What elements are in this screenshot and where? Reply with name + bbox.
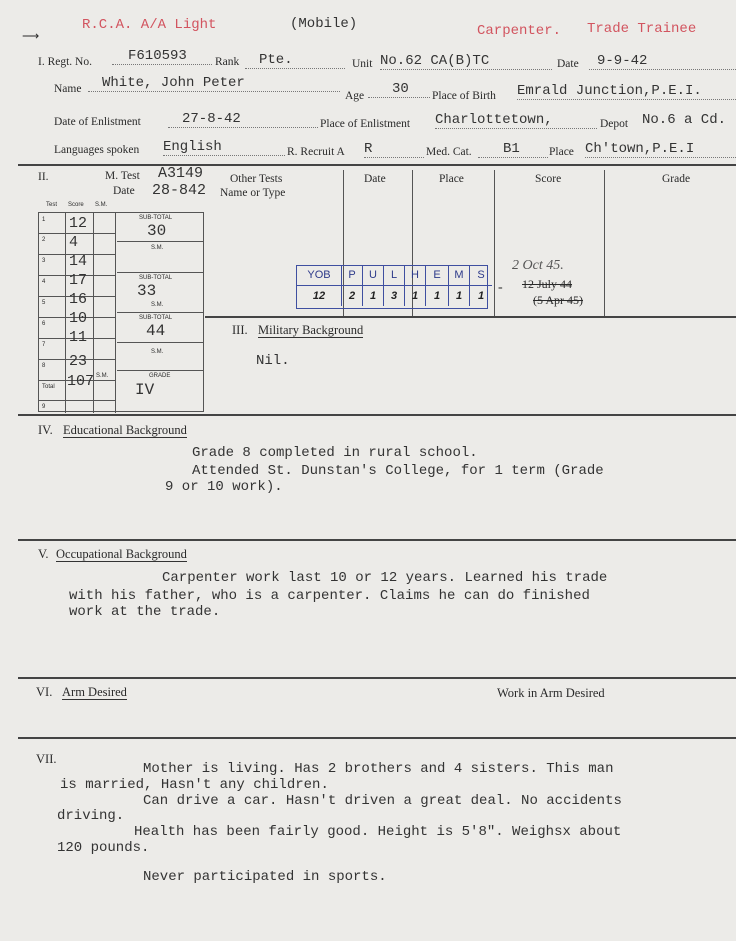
work-in-arm-label: Work in Arm Desired [497,686,605,700]
sm-label: S.M. [96,373,109,379]
mtest-date-value: 28-842 [152,182,207,199]
subtotal-label: SUB-TOTAL [139,275,173,281]
section-4-number: IV. [38,423,53,437]
rank-label: Rank [215,56,240,68]
mtest-label: M. Test [105,170,140,182]
unit-value: No.62 CA(B)TC [380,54,552,70]
col-grade: Grade [662,173,691,185]
grade-value: IV [135,381,155,399]
section-3-title: Military Background [258,323,364,337]
section-2-number: II. [38,171,49,183]
subtotal-2: 33 [137,282,157,300]
place-value: Ch'town,P.E.I [585,142,736,158]
mtest-date-label: Date [113,185,135,197]
unit-note: R.C.A. A/A Light [82,17,217,33]
divider [18,737,736,739]
col-place: Place [439,173,464,185]
divider [205,316,736,318]
dash: - [498,280,503,295]
text-line: Attended St. Dunstan's College, for 1 term (Grade [192,463,604,479]
test-score: 10 [69,310,88,327]
text-line: 9 or 10 work). [165,479,283,495]
date-value: 9-9-42 [589,54,736,70]
unit-label: Unit [352,58,373,70]
age-value: 30 [368,82,430,98]
depot-label: Depot [600,118,629,130]
test-number: 8 [42,363,46,369]
test-number: 7 [42,342,46,348]
divider [18,164,736,166]
section-6-number: VI. [36,685,53,699]
depot-value: No.6 a Cd. [642,112,727,128]
text-line: Grade 8 completed in rural school. [192,445,478,461]
section-7-number: VII. [36,752,57,766]
pulhems-header: L [384,266,405,286]
section-5-title: Occupational Background [56,547,187,561]
score-header: Score [68,202,84,208]
test-number: 5 [42,300,46,306]
col-divider [494,170,495,317]
recruit-label: R. Recruit A [287,146,345,158]
doe-value: 27-8-42 [168,112,318,128]
sm-label: S.M. [151,302,164,308]
age-label: Age [345,90,365,102]
pulhems-value: 1 [477,290,485,302]
pulhems-value: 12 [297,286,342,306]
sm-label: S.M. [151,245,164,251]
poe-label: Place of Enlistment [320,118,411,130]
test-score: 11 [69,329,88,346]
test-score: 16 [69,291,88,308]
regt-label: I. Regt. No. [38,56,92,68]
divider [18,414,736,416]
regt-value: F610593 [112,49,212,65]
pulhems-value: 2 [342,286,363,306]
pulhems-header: YOB [297,266,342,286]
text-line: Health has been fairly good. Height is 5'8". Weighsx about [134,824,622,840]
pulhems-date-old-2: (5 Apr 45) [533,293,583,307]
rank-value: Pte. [245,53,345,69]
test-number: Total [42,384,55,390]
text-line: with his father, who is a carpenter. Claims he can do finished [69,588,590,604]
text-line: is married, Hasn't any children. [60,777,329,793]
pulhems-date-old: 12 July 44 [522,277,573,291]
arrow-mark-icon: ⟶ [22,29,40,43]
date-label: Date [557,58,579,70]
section-3-number: III. [232,323,248,337]
pulhems-value: 1 [405,286,426,306]
section-4-title: Educational Background [63,423,187,437]
name-or-type-label: Name or Type [220,187,286,199]
other-tests-label: Other Tests [230,173,283,185]
mobile-note: (Mobile) [290,16,358,32]
place-label: Place [549,146,574,158]
sm-header: S.M. [95,202,108,208]
languages-label: Languages spoken [54,144,140,156]
test-score: 12 [69,215,88,232]
trade-note: Carpenter. [477,23,562,39]
test-number: 3 [42,258,46,264]
recruit-value: R [364,142,424,158]
pulhems-value: 1 [426,286,449,306]
pulhems-header: P [342,266,363,286]
pulhems-date-current: 2 Oct 45. [512,258,564,273]
test-number: 1 [42,217,46,223]
subtotal-label: SUB-TOTAL [139,315,173,321]
pulhems-stamp [296,265,488,309]
section-5-number: V. [38,547,49,561]
subtotal-1: 30 [147,222,167,240]
test-header: Test [46,202,58,208]
divider [18,539,736,541]
pulhems-header: M [449,266,470,286]
trainee-note: Trade Trainee [587,21,697,37]
text-line: Never participated in sports. [143,869,387,885]
text-line: Can drive a car. Hasn't driven a great deal. No accidents [143,793,622,809]
pulhems-header: E [426,266,449,286]
medcat-value: B1 [478,142,548,158]
name-value: White, John Peter [88,76,340,92]
text-line: 120 pounds. [57,840,150,856]
pulhems-header: H [405,266,426,286]
medcat-label: Med. Cat. [426,146,472,158]
pulhems-value: 3 [384,286,405,306]
doe-label: Date of Enlistment [54,116,141,128]
text-line: work at the trade. [69,604,221,620]
text-line: driving. [57,808,125,824]
col-date: Date [364,173,386,185]
col-divider [604,170,605,317]
test-score: 17 [69,272,88,289]
pob-label: Place of Birth [432,90,496,102]
pulhems-value: 1 [449,286,470,306]
row-divider [39,400,115,401]
subtotal-3: 44 [146,322,166,340]
text-line: Carpenter work last 10 or 12 years. Learned his trade [162,570,608,586]
mtest-value: A3149 [158,165,204,182]
poe-value: Charlottetown, [435,113,597,129]
languages-value: English [163,140,285,156]
section-6-title: Arm Desired [62,685,127,699]
sm-label: S.M. [151,349,164,355]
pulhems-value: 1 [363,286,384,306]
test-score: 107 [67,373,95,390]
grade-label: GRADE [149,373,171,379]
col-score: Score [535,173,562,185]
subtotal-label: SUB-TOTAL [139,215,173,221]
pob-value: Emrald Junction,P.E.I. [517,84,736,100]
text-line: Mother is living. Has 2 brothers and 4 sisters. This man [143,761,614,777]
test-number: 4 [42,279,46,285]
military-background-text: Nil. [256,353,290,369]
divider [18,677,736,679]
name-label: Name [54,83,82,95]
test-score: 23 [69,353,88,370]
test-number: 6 [42,321,46,327]
pulhems-header: U [363,266,384,286]
test-score: 4 [69,234,79,251]
test-score: 14 [69,253,88,270]
pulhems-header: S [470,266,492,286]
test-number: 2 [42,237,46,243]
test-number: 9 [42,404,46,410]
test-score-table [38,212,204,412]
